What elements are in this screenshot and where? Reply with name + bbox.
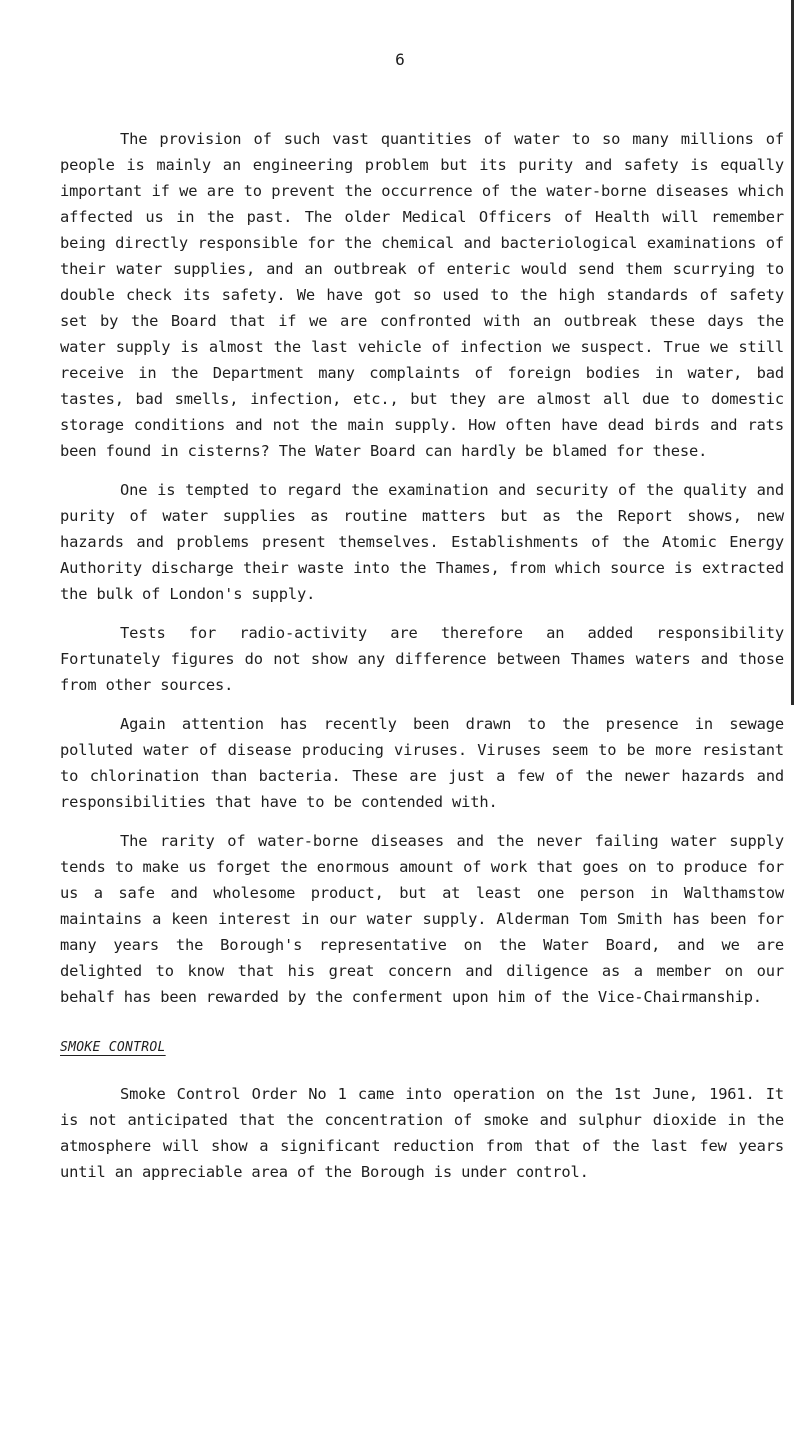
paragraph-radio-activity: Tests for radio-activity are therefore an added responsibility Fortunately figures do not show any difference between Thames waters and those from other sources. [60,624,784,694]
paragraph-smoke-control-order: Smoke Control Order No 1 came into operation on the 1st June, 1961. It is not anticipated that the concentration of smoke and sulphur dioxide in the atmosphere will show a significant reduction from that of the last few years until an appreciable area of the Borough is under control. [60,1085,784,1181]
page-number: 6 [395,50,405,69]
paragraph-water-board: The rarity of water-borne diseases and the never failing water supply tends to make us forget the enormous amount of work that goes on to produce for us a safe and wholesome product, but at least one person in Walthamstow maintains a keen interest in our water supply. Alderman Tom Smith has been for many years the Borough's representative on the Water Board, and we are delighted to know that his great concern and diligence as a member on our behalf has been rewarded by the conferment upon him of the Vice-Chairmanship. [60,832,784,1006]
document-body [60,126,784,1198]
paragraph-viruses: Again attention has recently been drawn to the presence in sewage polluted water of disease producing viruses. Viruses seem to be more resistant to chlorination than bacteria. These are just a few of the newer hazards and responsibilities that have to be contended with. [60,715,784,811]
paragraph-new-hazards: One is tempted to regard the examination and security of the quality and purity of water supplies as routine matters but as the Report shows, new hazards and problems present themselves. Establishments of the Atomic Energy Authority discharge their waste into the Thames, from which source is extracted the bulk of London's supply. [60,481,784,603]
section-heading-smoke-control: SMOKE CONTROL [60,1040,166,1055]
paragraph-water-purity: The provision of such vast quantities of water to so many millions of people is mainly an engineering problem but its purity and safety is equally important if we are to prevent the occurrence of the water-borne diseases which affected us in the past. The older Medical Officers of Health will remember being directly responsible for the chemical and bacteriological examinations of their water supplies, and an outbreak of enteric would send them scurrying to double check its safety. We have got so used to the high standards of safety set by the Board that if we are confronted with an outbreak these days the water supply is almost the last vehicle of infection we suspect. True we still receive in the Department many complaints of foreign bodies in water, bad tastes, bad smells, infection, etc., but they are almost all due to domestic storage conditions and not the main supply. How often have dead birds and rats been found in cisterns? The Water Board can hardly be blamed for these. [60,130,784,460]
page-edge-line [791,0,794,705]
